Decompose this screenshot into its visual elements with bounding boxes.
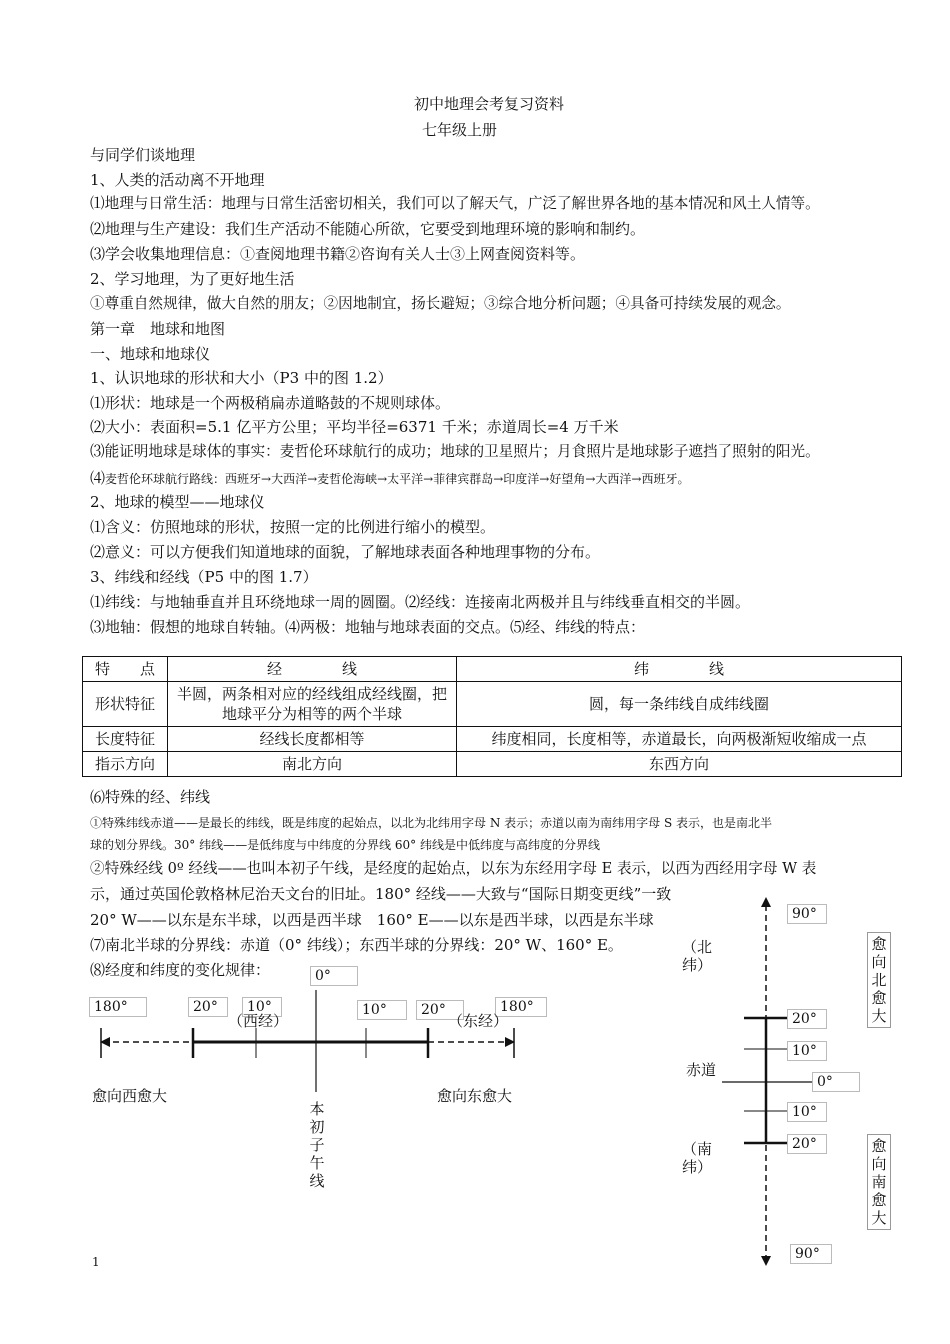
lat-label: 10° (787, 1102, 827, 1122)
table-cell: 指示方向 (83, 752, 168, 777)
page-subtitle: 七年级上册 (422, 121, 498, 139)
text-line: ⑶能证明地球是球体的事实：麦哲伦环球航行的成功；地球的卫星照片；月食照片是地球影子遮挡了照射的阳光。 (90, 443, 820, 460)
text-line: ⑵意义：可以方便我们知道地球的面貌，了解地球表面各种地理事物的分布。 (90, 543, 601, 561)
route-text: 麦哲伦环球航行路线：西班牙→大西洋→麦哲伦海峡→太平洋→菲律宾群岛→印度洋→好望角→大西洋→西班牙。 (105, 472, 690, 486)
lon-label: 10° (242, 997, 282, 1017)
chapter-heading: 第一章 地球和地图 (90, 320, 226, 338)
text-line: ⑹特殊的经、纬线 (90, 788, 211, 806)
text-line: ①特殊纬线赤道——是最长的纬线，既是纬度的起始点，以北为北纬用字母 N 表示；赤道以南为南纬用字母 S 表示，也是南北半 (90, 816, 772, 830)
north-latitude-label: （北纬） (682, 938, 713, 974)
lat-label: 90° (787, 904, 827, 924)
lon-label: 180° (495, 997, 547, 1017)
table-header: 纬 线 (457, 657, 902, 682)
text-line: ⑻经度和纬度的变化规律： (90, 961, 271, 979)
page-number: 1 (92, 1255, 100, 1269)
table-header: 特 点 (83, 657, 168, 682)
text-line: ⑴地理与日常生活：地理与日常生活密切相关，我们可以了解天气，广泛了解世界各地的基本情况和风土人情等。 (90, 195, 820, 212)
page-title: 初中地理会考复习资料 (414, 95, 565, 113)
table-cell: 半圆，两条相对应的经线组成经线圈，把地球平分为相等的两个半球 (168, 682, 457, 727)
lat-label: 10° (787, 1041, 827, 1061)
prime-meridian-label: 本初子午线 (309, 1100, 325, 1190)
lat-label: 20° (787, 1009, 827, 1029)
table-cell: 东西方向 (457, 752, 902, 777)
south-latitude-label: （南纬） (682, 1140, 713, 1176)
east-increase-note: 愈向东愈大 (437, 1087, 513, 1105)
lon-label: 20° (416, 1000, 464, 1020)
item-marker: ⑷ (90, 469, 106, 487)
table-cell: 南北方向 (168, 752, 457, 777)
table-cell: 形状特征 (83, 682, 168, 727)
text-line: ②特殊经线 0º 经线——也叫本初子午线，是经度的起始点，以东为东经用字母 E 表示，以西为西经用字母 W 表 (90, 860, 817, 877)
west-longitude-label: （西经） (228, 1012, 289, 1030)
text-line: 2、学习地理，为了更好地生活 (90, 270, 295, 288)
lat-label: 90° (790, 1244, 832, 1264)
table-cell: 圆，每一条纬线自成纬线圈 (457, 682, 902, 727)
table-cell: 长度特征 (83, 727, 168, 752)
west-increase-note: 愈向西愈大 (92, 1087, 168, 1105)
text-line: 1、认识地球的形状和大小（P3 中的图 1.2） (90, 369, 393, 387)
text-line: ⑴含义：仿照地球的形状，按照一定的比例进行缩小的模型。 (90, 518, 496, 536)
text-line: ⑴纬线：与地轴垂直并且环绕地球一周的圆圈。⑵经线：连接南北两极并且与纬线垂直相交的半圆。 (90, 593, 751, 611)
text-line: 20° W——以东是东半球，以西是西半球 160° E——以东是西半球，以西是东半球 (90, 911, 654, 929)
section-heading: 与同学们谈地理 (90, 146, 196, 164)
text-line: ①尊重自然规律，做大自然的朋友；②因地制宜，扬长避短；③综合地分析问题；④具备可持续发展的观念。 (90, 295, 791, 312)
lon-label: 10° (357, 1000, 407, 1020)
text-line: ⑺南北半球的分界线：赤道（0° 纬线）；东西半球的分界线：20° W、160° E。 (90, 936, 623, 954)
lat-label: 20° (787, 1134, 827, 1154)
lon-label: 0° (310, 966, 358, 986)
text-line: ⑶学会收集地理信息：①查阅地理书籍②咨询有关人士③上网查阅资料等。 (90, 245, 586, 263)
south-increase-note: 愈向南愈大 (867, 1134, 891, 1230)
lat-label: 0° (812, 1072, 860, 1092)
table-cell: 经线长度都相等 (168, 727, 457, 752)
equator-label: 赤道 (686, 1061, 717, 1079)
table-header: 经 线 (168, 657, 457, 682)
text-line: 2、地球的模型——地球仪 (90, 493, 265, 511)
text-line: ⑵地理与生产建设：我们生产活动不能随心所欲，它要受到地理环境的影响和制约。 (90, 220, 646, 238)
text-line: 3、纬线和经线（P5 中的图 1.7） (90, 568, 318, 586)
section-heading: 一、地球和地球仪 (90, 345, 211, 363)
text-line: ⑵大小：表面积=5.1 亿平方公里；平均半径=6371 千米；赤道周长=4 万千米 (90, 418, 619, 436)
north-increase-note: 愈向北愈大 (867, 932, 891, 1028)
lon-label: 20° (188, 997, 228, 1017)
text-line: 1、人类的活动离不开地理 (90, 171, 265, 189)
text-line: 球的划分界线。30° 纬线——是低纬度与中纬度的分界线 60° 纬线是中低纬度与高纬度的分界线 (90, 838, 600, 852)
text-line: 示，通过英国伦敦格林尼治天文台的旧址。180° 经线——大致与“国际日期变更线”一致 (90, 885, 672, 903)
text-line: ⑶地轴：假想的地球自转轴。⑷两极：地轴与地球表面的交点。⑸经、纬线的特点： (90, 618, 646, 636)
table-cell: 纬度相同，长度相等，赤道最长，向两极渐短收缩成一点 (457, 727, 902, 752)
east-longitude-label: （东经） (448, 1012, 509, 1030)
lon-label: 180° (89, 997, 147, 1017)
text-line: ⑴形状：地球是一个两极稍扁赤道略鼓的不规则球体。 (90, 394, 451, 412)
